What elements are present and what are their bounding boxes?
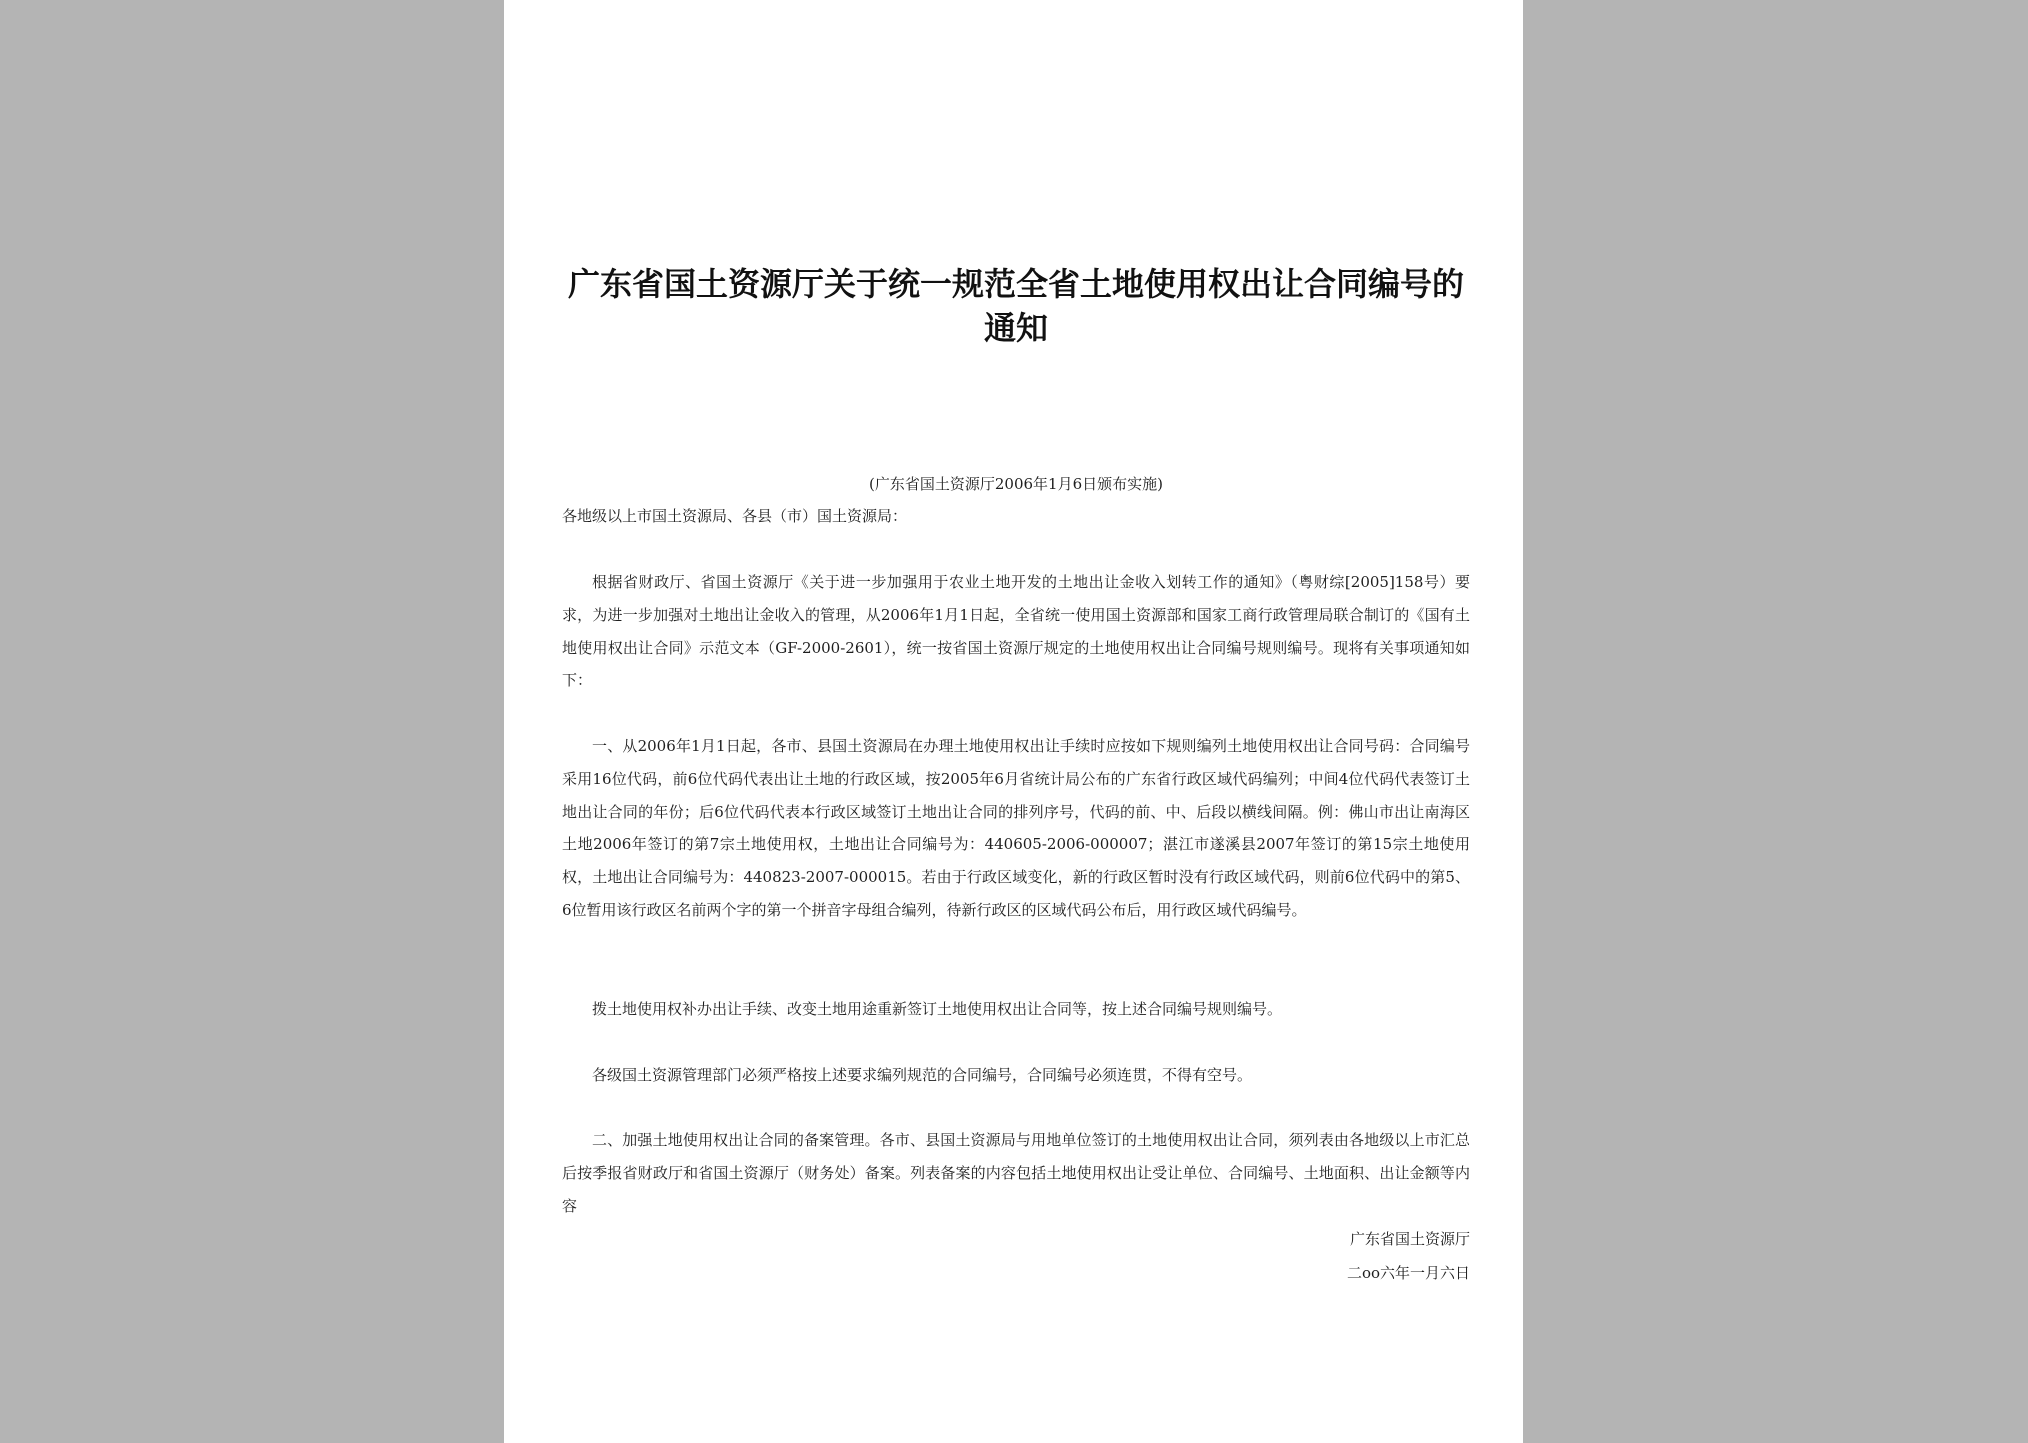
paragraph-item-two: 二、加强土地使用权出让合同的备案管理。各市、县国土资源局与用地单位签订的土地使用权出让合同，须列表由各地级以上市汇总后按季报省财政厅和省国土资源厅（财务处）备案。列表备案的内容包括土地使用权出让受让单位、合同编号、土地面积、出让金额等内容 bbox=[562, 1131, 1470, 1215]
paragraph-intro: 根据省财政厅、省国土资源厅《关于进一步加强用于农业土地开发的土地出让金收入划转工作的通知》（粤财综[2005]158号）要求，为进一步加强对土地出让金收入的管理，从2006年1月1日起，全省统一使用国土资源部和国家工商行政管理局联合制订的《国有土地使用权出让合同》示范文本（GF-2000-2601），统一按省国土资源厅规定的土地使用权出让合同编号规则编号。现将有关事项通知如下： bbox=[562, 573, 1470, 690]
document-subtitle: (广东省国土资源厅2006年1月6日颁布实施) bbox=[869, 475, 1163, 493]
signature-date: 二oo六年一月六日 bbox=[1346, 1264, 1470, 1282]
salutation: 各地级以上市国土资源局、各县（市）国土资源局： bbox=[562, 507, 908, 525]
paragraph-requirement: 各级国土资源管理部门必须严格按上述要求编列规范的合同编号，合同编号必须连贯，不得有空号。 bbox=[592, 1066, 1253, 1084]
paragraph-reissue: 拨土地使用权补办出让手续、改变土地用途重新签订土地使用权出让合同等，按上述合同编号规则编号。 bbox=[592, 1000, 1283, 1018]
document-page bbox=[504, 0, 1523, 1443]
signature-organization: 广东省国土资源厅 bbox=[1349, 1230, 1470, 1248]
paragraph-item-one: 一、从2006年1月1日起，各市、县国土资源局在办理土地使用权出让手续时应按如下规则编列土地使用权出让合同号码：合同编号采用16位代码，前6位代码代表出让土地的行政区域，按2005年6月省统计局公布的广东省行政区域代码编列；中间4位代码代表签订土地出让合同的年份；后6位代码代表本行政区域签订土地出让合同的排列序号，代码的前、中、后段以横线间隔。例：佛山市出让南海区土地2006年签订的第7宗土地使用权，土地出让合同编号为：440605-2006-000007；湛江市遂溪县2007年签订的第15宗土地使用权，土地出让合同编号为：440823-2007-000015。若由于行政区域变化，新的行政区暂时没有行政区域代码，则前6位代码中的第5、6位暂用该行政区名前两个字的第一个拼音字母组合编列，待新行政区的区域代码公布后，用行政区域代码编号。 bbox=[562, 737, 1470, 919]
document-title: 广东省国土资源厅关于统一规范全省土地使用权出让合同编号的通知 bbox=[567, 265, 1464, 347]
